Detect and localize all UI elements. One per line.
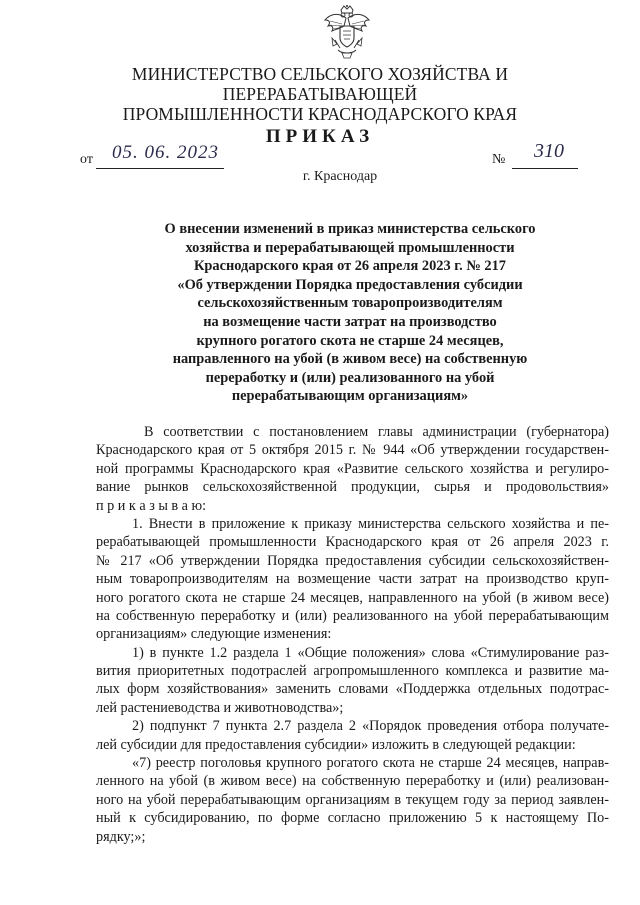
body-line: ный к субсидированию, по форме согласно приложению 5 к настоящему По-	[96, 810, 609, 827]
body-line: вание рынков сельскохозяйственной продукции, сырья и продовольствия»	[96, 479, 609, 496]
title-line: направленного на убой (в живом весе) на собственную	[172, 351, 528, 368]
document-title	[130, 220, 570, 406]
body-line: 1. Внести в приложение к приказу министерства сельского хозяйства и пе-	[132, 515, 609, 532]
body-line: лей субсидии для предоставления субсидии» изложить в следующей редакции:	[96, 736, 576, 753]
document-body	[96, 423, 609, 846]
body-line: ной программы Краснодарского края «Развитие сельского хозяйства и регулиро-	[96, 460, 609, 477]
body-line: ного рогатого скота не старше 24 месяцев, направленного на убой (в живом весе)	[96, 589, 609, 606]
title-line: на возмещение части затрат на производство	[203, 313, 497, 330]
body-line: п р и к а з ы в а ю:	[96, 497, 207, 514]
coat-of-arms-emblem	[322, 4, 372, 60]
body-line: ным товаропроизводителям на возмещение части затрат на производство круп-	[96, 571, 609, 588]
body-line: ного на убой перерабатывающим организациям в текущем году за период заявлен-	[96, 791, 609, 808]
title-line: сельскохозяйственным товаропроизводителям	[197, 295, 503, 312]
body-line: лей растениеводства и животноводства»;	[96, 699, 344, 716]
ministry-name	[40, 64, 600, 124]
body-line: № 217 «Об утверждении Порядка предоставления субсидии сельскохозяйствен-	[96, 552, 609, 569]
date-value: 05. 06. 2023	[112, 142, 219, 163]
body-line: 2) подпункт 7 пункта 2.7 раздела 2 «Порядок проведения отбора получате-	[132, 718, 609, 735]
body-line: В соответствии с постановлением главы администрации (губернатора)	[144, 424, 609, 440]
document-type: ПРИКАЗ	[265, 126, 375, 147]
body-line: рядку;»;	[96, 828, 146, 845]
title-line: переработку и (или) реализованного на убой	[205, 369, 495, 386]
title-line: Краснодарского края от 26 апреля 2023 г. № 217	[193, 258, 507, 275]
body-line: организациям» следующие изменения:	[96, 626, 332, 643]
city-name: г. Краснодар	[302, 169, 378, 184]
body-line: 1) в пункте 1.2 раздела 1 «Общие положения» слова «Стимулирование раз-	[132, 644, 609, 661]
title-line: «Об утверждении Порядка предоставления субсидии	[177, 276, 523, 293]
body-line: вития приоритетных подотраслей агропромышленного комплекса и развитие ма-	[96, 663, 609, 680]
body-line: лых форм хозяйствования» заменить словами «Поддержка отдельных подотрас-	[96, 681, 609, 698]
title-line: О внесении изменений в приказ министерства сельского	[164, 221, 536, 237]
ministry-line-1: МИНИСТЕРСТВО СЕЛЬСКОГО ХОЗЯЙСТВА И ПЕРЕРАБАТЫВАЮЩЕЙ	[131, 64, 509, 104]
title-line: хозяйства и перерабатывающей промышленности	[185, 239, 515, 256]
body-line: Краснодарского края от 5 октября 2015 г. № 944 «Об утверждении государствен-	[96, 442, 609, 459]
body-line: «7) реестр поголовья крупного рогатого скота не старше 24 месяцев, направ-	[132, 755, 609, 772]
title-line: перерабатывающим организациям»	[231, 388, 469, 405]
date-label: от	[80, 152, 93, 167]
title-line: крупного рогатого скота не старше 24 месяцев,	[196, 332, 504, 349]
body-line: на собственную переработку и (или) реализованного на убой перерабатывающим	[96, 607, 609, 624]
body-line: рерабатывающей промышленности Краснодарского края от 26 апреля 2023 г.	[96, 534, 609, 551]
number-label: №	[492, 152, 506, 167]
body-line: ленного на убой (в живом весе) на собственную переработку и (или) реализован-	[96, 773, 609, 790]
number-value: 310	[534, 140, 564, 162]
ministry-line-2: ПРОМЫШЛЕННОСТИ КРАСНОДАРСКОГО КРАЯ	[122, 104, 518, 124]
